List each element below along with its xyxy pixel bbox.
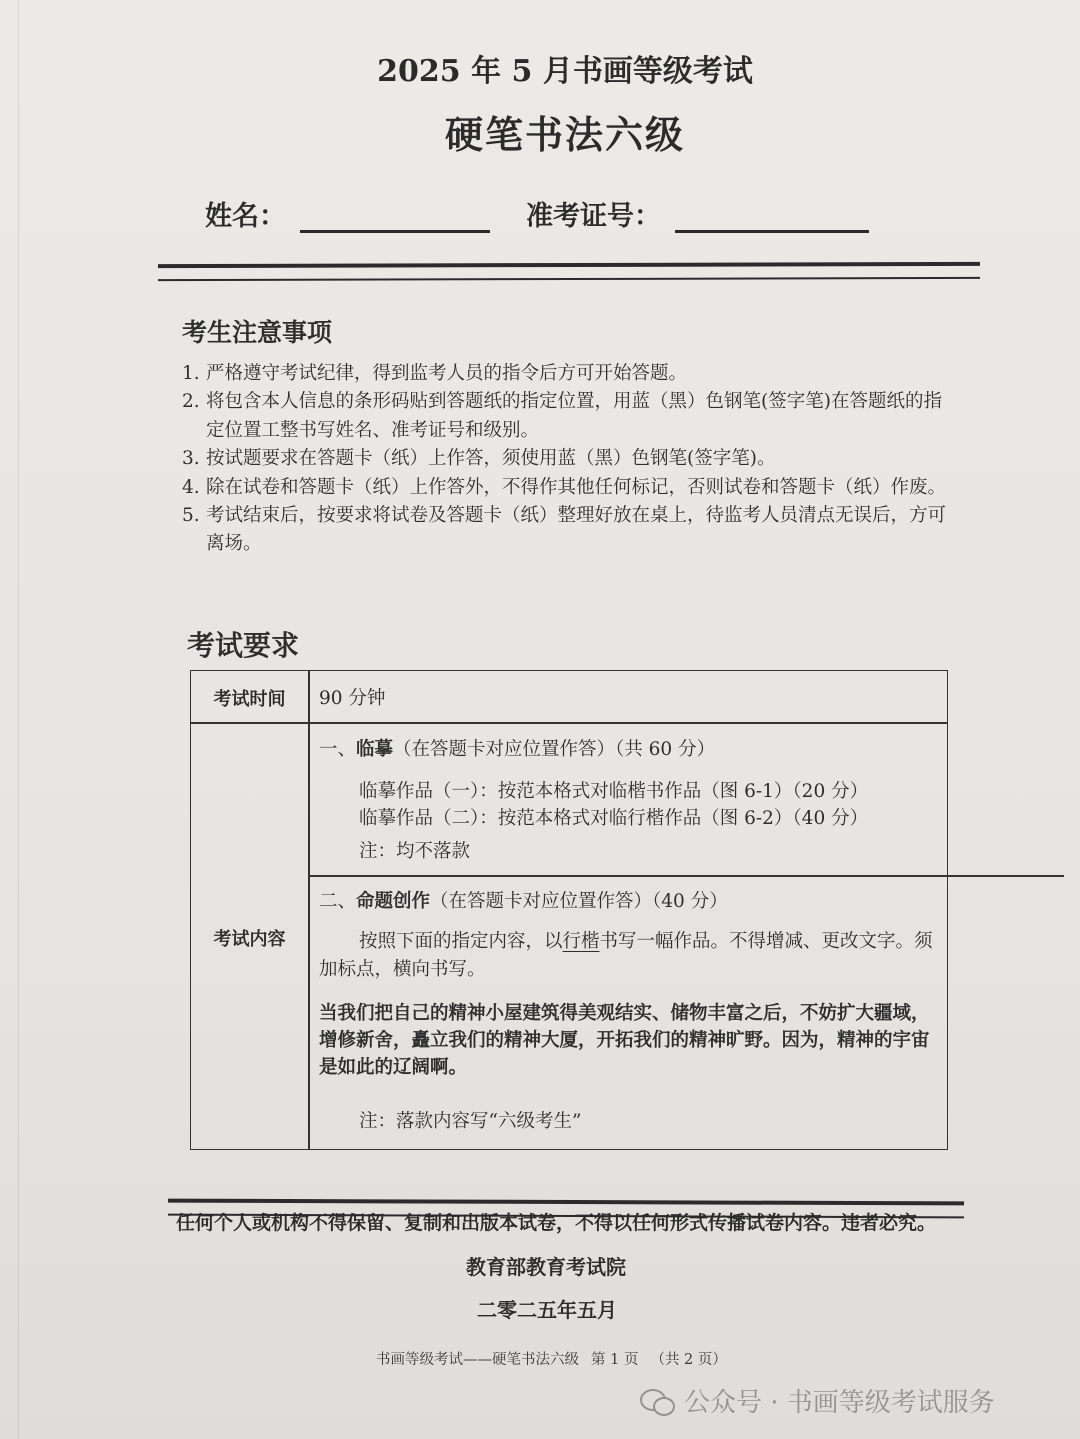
page-number: 第 1 页 bbox=[591, 1352, 639, 1368]
name-label: 姓名： bbox=[205, 201, 286, 232]
name-blank bbox=[300, 204, 490, 233]
copyright-warning: 任何个人或机构不得保留、复制和出版本试卷，不得以任何形式传播试卷内容。违者必究。 bbox=[176, 1212, 937, 1234]
part-note: 注：落款内容写“六级考生” bbox=[359, 1111, 582, 1132]
page-series: 书画等级考试——硬笔书法六级 bbox=[376, 1352, 579, 1368]
table-divider bbox=[308, 875, 1064, 877]
wechat-icon bbox=[640, 1387, 674, 1415]
exam-subject: 硬笔书法六级 bbox=[444, 112, 685, 157]
notice-item: 3. 按试题要求在答题卡（纸）上作答，须使用蓝（黑）色钢笔(签字笔)。 bbox=[182, 448, 776, 470]
watermark-text: 公众号 · 书画等级考试服务 bbox=[684, 1388, 995, 1418]
table-divider bbox=[308, 671, 310, 1149]
table-divider bbox=[191, 722, 947, 724]
page-footer bbox=[376, 1348, 739, 1369]
notice-item: 4. 除在试卷和答题卡（纸）上作答外，不得作其他任何标记，否则试卷和答题卡（纸）作废。 bbox=[182, 476, 947, 498]
exam-id-label: 准考证号： bbox=[526, 201, 661, 232]
name-field bbox=[205, 194, 490, 233]
paper-edge bbox=[18, 0, 19, 1439]
creation-passage: 当我们把自己的精神小屋建筑得美观结实、储物丰富之后，不妨扩大疆域，增修新舍，矗立我们的精神大厦，开拓我们的精神旷野。因为，精神的宇宙是如此的辽阔啊。 bbox=[319, 1003, 930, 1078]
part-creation bbox=[319, 889, 939, 1135]
exam-id-blank bbox=[675, 204, 869, 233]
content-label: 考试内容 bbox=[213, 929, 286, 950]
issue-date: 二零二五年五月 bbox=[477, 1298, 617, 1322]
requirements-heading: 考试要求 bbox=[187, 629, 300, 662]
part-note: 注：均不落款 bbox=[359, 841, 471, 862]
watermark bbox=[640, 1382, 995, 1419]
time-value: 90 分钟 bbox=[319, 688, 386, 709]
copy-item: 临摹作品（一）：按范本格式对临楷书作品（图 6-1）（20 分） bbox=[359, 781, 869, 802]
notice-heading: 考生注意事项 bbox=[182, 318, 333, 347]
style-emphasis: 行楷 bbox=[562, 931, 600, 952]
notice-item: 5. 考试结束后，按要求将试卷及答题卡（纸）整理好放在桌上，待监考人员清点无误后，方可离场。 bbox=[182, 505, 947, 555]
requirements-table bbox=[190, 670, 948, 1150]
part-heading: 二、命题创作（在答题卡对应位置作答）（40 分） bbox=[319, 891, 728, 912]
copy-item: 临摹作品（二）：按范本格式对临行楷作品（图 6-2）（40 分） bbox=[359, 808, 869, 829]
creation-instruction: 按照下面的指定内容，以行楷书写一幅作品。不得增减、更改文字。须加标点，横向书写。 bbox=[319, 931, 933, 980]
notice-item: 2. 将包含本人信息的条形码贴到答题纸的指定位置，用蓝（黑）色钢笔(签字笔)在答题纸的指定位置工整书写姓名、准考证号和级别。 bbox=[182, 391, 942, 441]
time-label: 考试时间 bbox=[213, 689, 286, 710]
notice-item: 1. 严格遵守考试纪律，得到监考人员的指令后方可开始答题。 bbox=[182, 363, 688, 384]
notice-list bbox=[182, 360, 952, 559]
part-heading: 一、临摹（在答题卡对应位置作答）（共 60 分） bbox=[319, 739, 716, 760]
issuer: 教育部教育考试院 bbox=[466, 1255, 626, 1279]
top-divider bbox=[158, 262, 980, 281]
exam-id-field bbox=[526, 194, 869, 233]
page-total: （共 2 页） bbox=[650, 1352, 727, 1368]
part-copying bbox=[319, 737, 939, 865]
exam-title: 2025 年 5 月书画等级考试 bbox=[377, 54, 753, 89]
